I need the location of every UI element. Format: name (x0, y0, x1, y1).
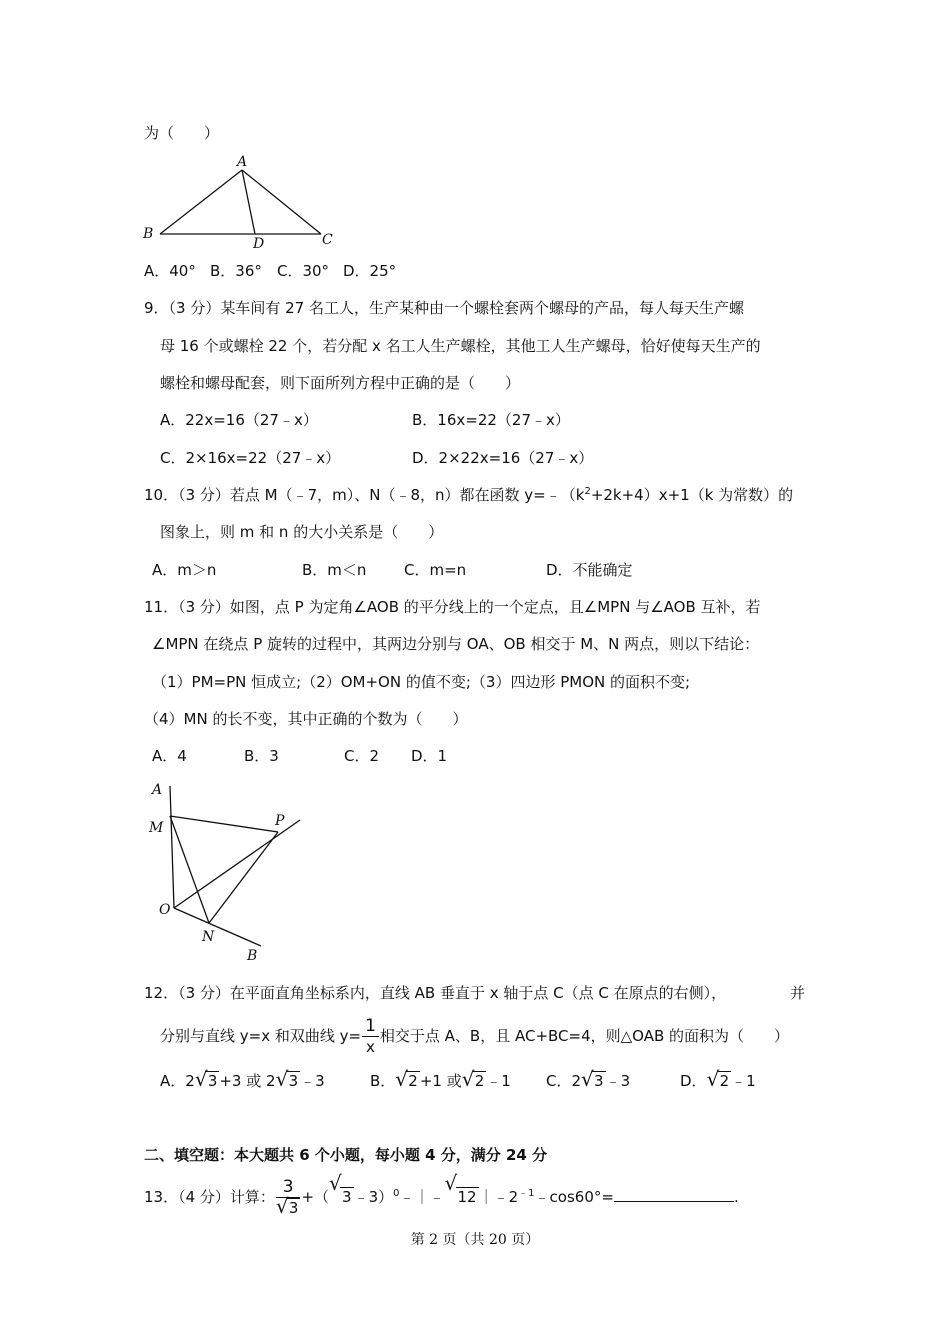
q12-option-b-radicand-2: 2 (474, 1072, 485, 1090)
sqrt-icon (395, 1071, 420, 1091)
q12-option-b-radicand-1: 2 (408, 1072, 418, 1090)
q8-triangle-figure (138, 150, 338, 250)
segment-pm (170, 816, 278, 832)
q12-option-c (546, 1071, 630, 1091)
label-a: A (152, 782, 163, 798)
q13-t5: ﹣cos60°= (534, 1188, 614, 1206)
q12-option-a-radicand-1: 3 (207, 1072, 218, 1090)
q12-option-b-middle: +1 或 (419, 1072, 462, 1090)
q12-fraction (362, 1016, 379, 1057)
q12-option-c-suffix: ﹣3 (605, 1072, 631, 1090)
sqrt-icon (329, 1175, 354, 1219)
q11-option-c: C．2 (344, 747, 380, 765)
q11-line-3: （1）PM=PN 恒成立;（2）OM+ON 的值不变;（3）四边形 PMON 的面积不变; (152, 673, 691, 691)
q10-line-1 (144, 485, 793, 505)
q12-option-c-prefix: C．2 (546, 1072, 582, 1090)
label-n: N (202, 929, 215, 945)
q12-fraction-denominator: x (366, 1038, 375, 1056)
q12-option-a (160, 1071, 325, 1091)
sqrt-icon (581, 1071, 606, 1091)
sqrt-icon (707, 1071, 732, 1091)
q11-line-2: ∠MPN 在绕点 P 旋转的过程中，其两边分别与 OA、OB 相交于 M、N 两点，则以下结论： (152, 635, 760, 653)
q13-fraction (276, 1177, 301, 1218)
q12-fraction-numerator: 1 (362, 1016, 379, 1037)
q9-option-c: C．2×16x=22（27﹣x） (160, 449, 341, 467)
q9-option-b: B．16x=22（27﹣x） (412, 411, 570, 429)
q8-option-c: C．30° (277, 262, 330, 280)
q12-option-a-suffix: ﹣3 (300, 1072, 325, 1090)
segment-pn (209, 832, 278, 923)
q8-option-d: D．25° (343, 262, 397, 280)
q11-option-b: B．3 (244, 747, 279, 765)
ray-oa (170, 786, 174, 908)
label-c: C (322, 232, 333, 248)
ray-ob (174, 908, 261, 946)
q13-line (144, 1175, 739, 1219)
q11-option-d: D．1 (411, 747, 448, 765)
q8-option-b: B．36° (210, 262, 262, 280)
q12-option-a-radicand-2: 3 (288, 1072, 299, 1090)
bisector-op (174, 820, 300, 908)
q9-option-a: A．22x=16（27﹣x） (160, 411, 318, 429)
label-b: B (247, 948, 258, 964)
q13-answer-blank[interactable] (614, 1187, 734, 1202)
segment-ab (160, 170, 242, 234)
q13-superscript-neg1: ﹣1 (518, 1188, 535, 1199)
q13-radicand-2: 12 (457, 1188, 477, 1206)
q12-option-d-suffix: ﹣1 (731, 1072, 756, 1090)
q12-option-a-prefix: A．2 (160, 1072, 195, 1090)
section-2-heading: 二、填空题：本大题共 6 个小题，每小题 4 分，满分 24 分 (144, 1146, 548, 1164)
q8-tail: 为（ ） (144, 124, 220, 142)
q10-line-1-a: 10．（3 分）若点 M（﹣7，m）、N（﹣8，n）都在函数 y=﹣（k (144, 486, 585, 504)
q13-fraction-denominator (276, 1198, 301, 1218)
segment-ac (242, 170, 321, 234)
sqrt-icon (445, 1175, 479, 1219)
q12-line-2-a: 分别与直线 y=x 和双曲线 y= (160, 1027, 362, 1045)
label-p: P (275, 813, 285, 829)
q11-line-4: （4）MN 的长不变，其中正确的个数为（ ） (144, 710, 468, 728)
q10-line-1-b: +2k+4）x+1（k 为常数）的 (590, 486, 794, 504)
label-a: A (237, 154, 248, 170)
q13-radicand-1: 3 (342, 1188, 352, 1206)
sqrt-icon (462, 1071, 487, 1091)
q13-fraction-denominator-radicand: 3 (288, 1199, 299, 1217)
q12-line-1-b: 并 (790, 984, 806, 1002)
q13-t3: ﹣｜﹣ (399, 1188, 445, 1206)
q12-option-b-prefix: B． (370, 1072, 396, 1090)
q12-line-1-a: 12．（3 分）在平面直角坐标系内，直线 AB 垂直于 x 轴于点 C（点 C 在原点的右侧）， (144, 984, 727, 1002)
q12-option-d (680, 1071, 756, 1091)
q9-line-2: 母 16 个或螺栓 22 个，若分配 x 名工人生产螺栓，其他工人生产螺母，恰好使每天生产的 (160, 337, 761, 355)
q12-option-b (370, 1071, 511, 1091)
sqrt-icon (276, 1198, 301, 1218)
q13-fraction-numerator: 3 (276, 1177, 301, 1198)
q9-line-3: 螺栓和螺母配套，则下面所列方程中正确的是（ ） (160, 374, 521, 392)
q9-option-d: D．2×22x=16（27﹣x） (412, 449, 594, 467)
q13-superscript-0: 0 (393, 1188, 400, 1199)
q11-option-a: A．4 (152, 747, 187, 765)
label-d: D (253, 236, 265, 250)
q9-line-1: 9．（3 分）某车间有 27 名工人，生产某种由一个螺栓套两个螺母的产品，每人每天生产螺 (144, 299, 744, 317)
q13-t2: ﹣3） (353, 1188, 394, 1206)
label-m: M (149, 820, 164, 836)
q10-option-a: A．m＞n (152, 561, 217, 579)
sqrt-icon (276, 1071, 301, 1091)
label-b: B (143, 226, 154, 242)
q10-option-d: D．不能确定 (546, 561, 633, 579)
q12-line-2 (160, 1016, 789, 1057)
q12-line-2-b: 相交于点 A、B，且 AC+BC=4，则△OAB 的面积为（ ） (379, 1027, 790, 1045)
q8-option-a: A．40° (144, 262, 196, 280)
q12-option-a-middle: +3 或 2 (219, 1072, 276, 1090)
q12-option-c-radicand: 3 (594, 1072, 604, 1090)
q11-line-1: 11．（3 分）如图，点 P 为定角∠AOB 的平分线上的一个定点，且∠MPN 与∠AOB 互补，若 (144, 598, 761, 616)
q10-superscript: 2 (584, 486, 591, 497)
q12-option-b-suffix: ﹣1 (486, 1072, 511, 1090)
sqrt-icon (195, 1071, 220, 1091)
q10-option-b: B．m＜n (302, 561, 367, 579)
q10-option-c: C．m=n (404, 561, 467, 579)
q13-t1: +（ (301, 1188, 330, 1206)
q13-end: . (733, 1188, 739, 1206)
q12-option-d-radicand: 2 (719, 1072, 730, 1090)
q10-line-2: 图象上，则 m 和 n 的大小关系是（ ） (160, 523, 444, 541)
q11-angle-figure (140, 778, 320, 968)
page-footer: 第 2 页（共 20 页） (410, 1232, 540, 1248)
q12-option-d-prefix: D． (680, 1072, 707, 1090)
q13-prefix: 13．（4 分）计算： (144, 1188, 275, 1206)
q13-t4: ｜﹣2 (478, 1188, 519, 1206)
label-o: O (159, 902, 171, 918)
